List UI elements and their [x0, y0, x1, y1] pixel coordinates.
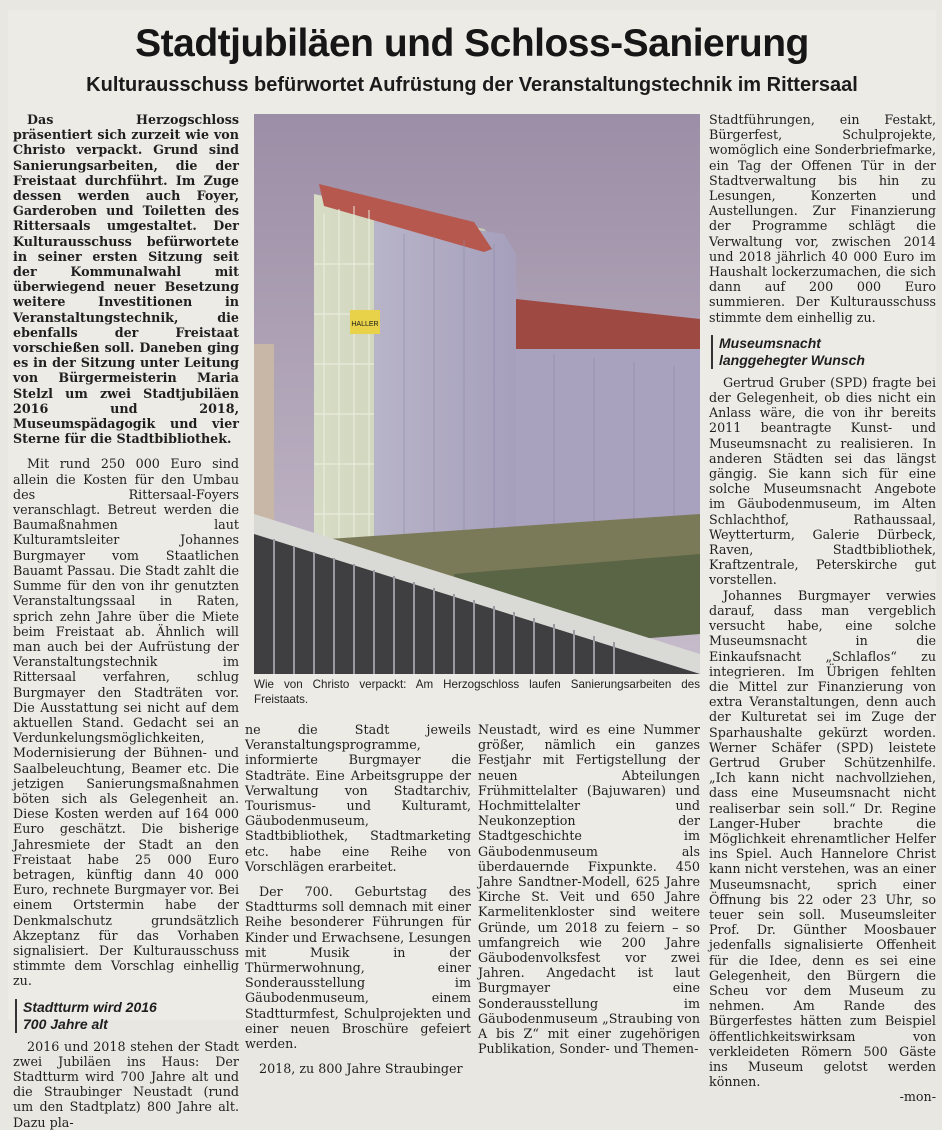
body-paragraph: Mit rund 250 000 Euro sind allein die Kosten für den Umbau des Rittersaal-Foyers veranschlagt. Betreut werden die Baumaßnahmen laut Kulturamtsleiter Johannes Burgmayer vom Staatlichen Bauamt Passau. Die Stadt zahlt die Summe für den von ihr genutzten Veranstaltungssaal in Raten, sprich zehn Jahre über die Miete beim Freistaat ab. Ähnlich will man auch bei der Aufrüstung der Veranstaltungstechnik im Rittersaal verfahren, schlug Burgmayer den Stadträten vor. Die Ausstattung sei nicht auf dem aktuellen Stand. Gedacht sei an Verdunkelungsmöglichkeiten, Modernisierung der Bühnen- und Saalbeleuchtung, Beamer etc. Die jetzigen Sanierungsmaßnahmen böten sich als Gelegenheit an. Diese Kosten werden auf 164 000 Euro geschätzt. Die bisherige Jahresmiete der Stadt an den Freistaat habe 25 000 Euro betragen, künftig dann 40 000 Euro, rechnete Burgmayer vor. Bei einem Ortstermin habe der Denkmalschutz grundsätzlich Akzeptanz für das Vorhaben signalisiert. Der Kulturausschuss stimmte dem Vorschlag einhellig zu.: [13, 456, 239, 989]
photo-caption: Wie von Christo verpackt: Am Herzogschloss laufen Sanierungsarbeiten des Freistaats.: [254, 678, 700, 706]
body-paragraph: Der 700. Geburtstag des Stadtturms soll demnach mit einer Reihe besonderer Führungen für Kinder und Erwachsene, Lesungen mit Musik in der Thürmerwohnung, einer Sonderausstellung im Gäubodenmuseum, einem Stadtturmfest, Schulprojekten und einer neuen Broschüre gefeiert werden.: [245, 884, 471, 1052]
sign-text: HALLER: [351, 321, 379, 328]
subtitle-line: Stadtturm wird 2016: [23, 998, 157, 1015]
body-paragraph: ne die Stadt jeweils Veranstaltungsprogramme, informierte Burgmayer die Stadträte. Eine Arbeitsgruppe der Verwaltung von Stadtarchiv, Tourismus- und Kulturamt, Gäubodenmuseum, Stadtbibliothek, Stadtmarketing etc. habe eine Reihe von Vorschlägen erarbeitet.: [245, 722, 471, 874]
author-tag: -mon-: [899, 1089, 936, 1105]
body-paragraph: 2018, zu 800 Jahre Straubinger: [259, 1061, 463, 1077]
column-1: [13, 112, 239, 1130]
newspaper-page: [8, 10, 936, 1130]
photo-illustration: [254, 114, 700, 674]
body-paragraph: Gertrud Gruber (SPD) fragte bei der Gelegenheit, ob dies nicht ein Anlass wäre, die von ihr bereits 2011 beantragte Kunst- und Museumsnacht zu realisieren. In anderen Städten sei das längst gängig. Sie kann sich für eine solche Museumsnacht Angebote im Gäubodenmuseum, im Alten Schlachthof, Rathaussaal, Weytterturm, Galerie Dürbeck, Raven, Stadtbibliothek, Kraftzentrale, Peterskirche gut vorstellen.: [709, 374, 936, 588]
column-2: [245, 722, 471, 1076]
subtitle-line: Museumsnacht: [719, 334, 821, 351]
section-subtitle-museumsnacht: [711, 335, 936, 369]
lead-paragraph: Das Herzogschloss präsentiert sich zurzeit wie von Christo verpackt. Grund sind Sanierungsarbeiten, die der Freistaat durchführt. Im Zuge dessen werden auch Foyer, Garderoben und Toiletten des Rittersaals umgestaltet. Der Kulturausschuss befürwortete in seiner ersten Sitzung seit der Kommunalwahl mit überwiegend neuer Besetzung weitere Investitionen in Veranstaltungstechnik, die ebenfalls der Freistaat vorschießen soll. Daneben ging es in der Sitzung unter Leitung von Bürgermeisterin Maria Stelzl um zwei Stadtjubiläen 2016 und 2018, Museumspädagogik und vier Sterne für die Stadtbibliothek.: [13, 112, 239, 447]
body-paragraph: 2016 und 2018 stehen der Stadt zwei Jubiläen ins Haus: Der Stadtturm wird 700 Jahre alt und die Straubinger Neustadt (rund um den Stadtplatz) 800 Jahre alt. Dazu pla-: [13, 1038, 239, 1130]
subtitle-line: langgehegter Wunsch: [719, 351, 865, 368]
headline: Stadtjubiläen und Schloss-Sanierung: [135, 22, 809, 65]
column-3: [478, 722, 700, 1056]
body-paragraph: Neustadt, wird es eine Nummer größer, nämlich ein ganzes Festjahr mit Fertigstellung der neuen Abteilungen Frühmittelalter (Bajuwaren) und Hochmittelalter und Neukonzeption der Stadtgeschichte im Gäubodenmuseum als überdauernde Fixpunkte. 450 Jahre Sandtner-Modell, 625 Jahre Kirche St. Veit und 650 Jahre Karmelitenkloster sind weitere Gründe, um 2018 zu feiern – so umfangreich wie 200 Jahre Gäubodenvolksfest vor zwei Jahren. Angedacht ist laut Burgmayer eine Sonderausstellung im Gäubodenmuseum „Straubing von A bis Z“ mit einer zugehörigen Publikation, Sonder- und Themen-: [478, 722, 700, 1057]
body-paragraph: Stadtführungen, ein Festakt, Bürgerfest, Schulprojekte, womöglich eine Sonderbriefmarke, ein Tag der Offenen Tür in der Stadtverwaltung bis hin zu Lesungen, Konzerten und Austellungen. Zur Finanzierung der Programme schlägt die Verwaltung vor, zwischen 2014 und 2018 jährlich 40 000 Euro im Haushalt lockerzumachen, die sich dann auf 200 000 Euro summieren. Der Kulturausschuss stimmte dem einhellig zu.: [709, 112, 936, 325]
section-subtitle-stadtturm: [15, 999, 239, 1033]
subheadline: Kulturausschuss befürwortet Aufrüstung der Veranstaltungstechnik im Rittersaal: [86, 74, 858, 96]
photo-herzogschloss: [254, 114, 700, 674]
body-paragraph: Johannes Burgmayer verwies darauf, dass man vergeblich versucht habe, eine solche Museumsnacht in die Einkaufsnacht „Schlaflos“ zu integrieren. Im Übrigen fehlten die Mittel zur Finanzierung von extra Veranstaltungen, denn auch der Kulturetat sei im Zuge der Sparhaushalte gekürzt worden. Werner Schäfer (SPD) leistete Gertrud Gruber Schützenhilfe. „Ich kann nicht nachvollziehen, dass eine Museumsnacht nicht realiserbar sein soll.“ Dr. Regine Langer-Huber brachte die Möglichkeit ehrenamtlicher Helfer ins Spiel. Auch Hannelore Christ kann nicht verstehen, was an einer Museumsnacht, sprich einer Öffnung bis 22 oder 23 Uhr, so teuer sein soll. Museumsleiter Prof. Dr. Günther Moosbauer jedenfalls signalisierte Offenheit für die Idee, denn es sei eine Gelegenheit, den Bürgern die Scheu vor dem Museum zu nehmen. Am Rande des Bürgerfestes hätten zum Beispiel öffentlichkeitswirksam von verkleideten Römern 500 Gäste ins Museum gelotst werden können.: [709, 587, 936, 1090]
subtitle-line: 700 Jahre alt: [23, 1015, 108, 1032]
column-4: [709, 112, 936, 1105]
